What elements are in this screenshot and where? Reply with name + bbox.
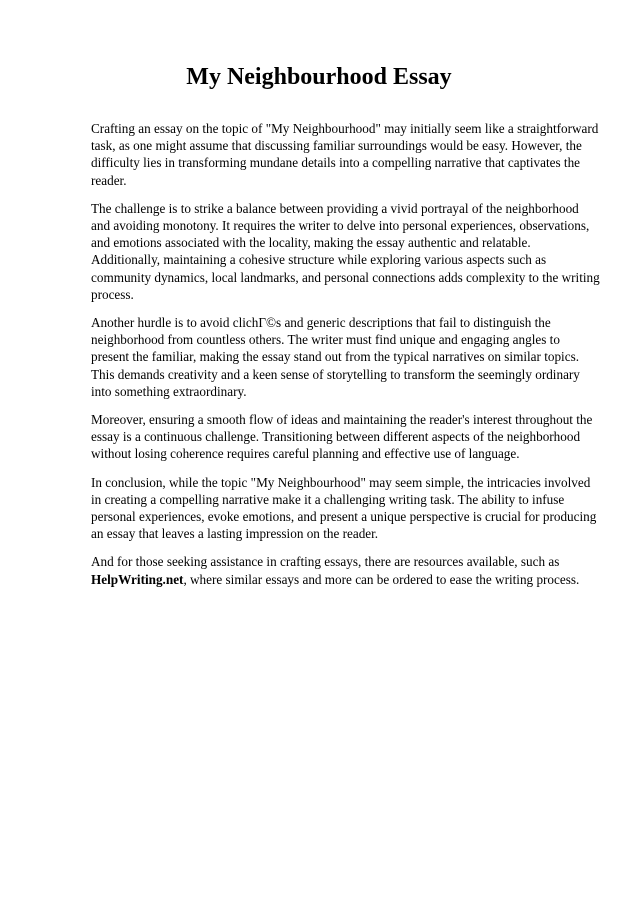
paragraph-1: Crafting an essay on the topic of "My Neighbourhood" may initially seem like a straightforward task, as one might assume that discussing familiar surroundings would be easy. However, the difficulty lies in transforming mundane details into a compelling narrative that captivates the reader. bbox=[91, 121, 599, 188]
document-title: My Neighbourhood Essay bbox=[186, 64, 452, 90]
closing-paragraph bbox=[91, 553, 601, 587]
document-body bbox=[91, 120, 601, 599]
paragraph-5: In conclusion, while the topic "My Neighbourhood" may seem simple, the intricacies involved in creating a compelling narrative make it a challenging writing task. The ability to infuse personal experiences, evoke emotions, and present a unique perspective is crucial for producing an essay that leaves a lasting impression on the reader. bbox=[91, 474, 597, 542]
paragraph-4: Moreover, ensuring a smooth flow of ideas and maintaining the reader's interest throughout the essay is a continuous challenge. Transitioning between different aspects of the neighborhood without losing coherence requires careful planning and effective use of language. bbox=[91, 412, 593, 462]
brand-name: HelpWriting.net bbox=[91, 571, 184, 587]
paragraph-2: The challenge is to strike a balance between providing a vivid portrayal of the neighborhood and avoiding monotony. It requires the writer to delve into personal experiences, observations, and emotions associated with the locality, making the essay authentic and relatable. Additionally, maintaining a cohesive structure while exploring various aspects such as community dynamics, local landmarks, and personal connections adds complexity to the writing process. bbox=[91, 200, 600, 302]
closing-lead-text: And for those seeking assistance in crafting essays, there are resources available, such as bbox=[91, 554, 560, 570]
paragraph-3: Another hurdle is to avoid clichГ©s and generic descriptions that fail to distinguish the neighborhood from countless others. The writer must find unique and engaging angles to present the familiar, making the essay stand out from the typical narratives on similar topics. This demands creativity and a keen sense of storytelling to transform the seemingly ordinary into something extraordinary. bbox=[91, 315, 580, 399]
closing-tail-text: , where similar essays and more can be ordered to ease the writing process. bbox=[183, 571, 580, 587]
